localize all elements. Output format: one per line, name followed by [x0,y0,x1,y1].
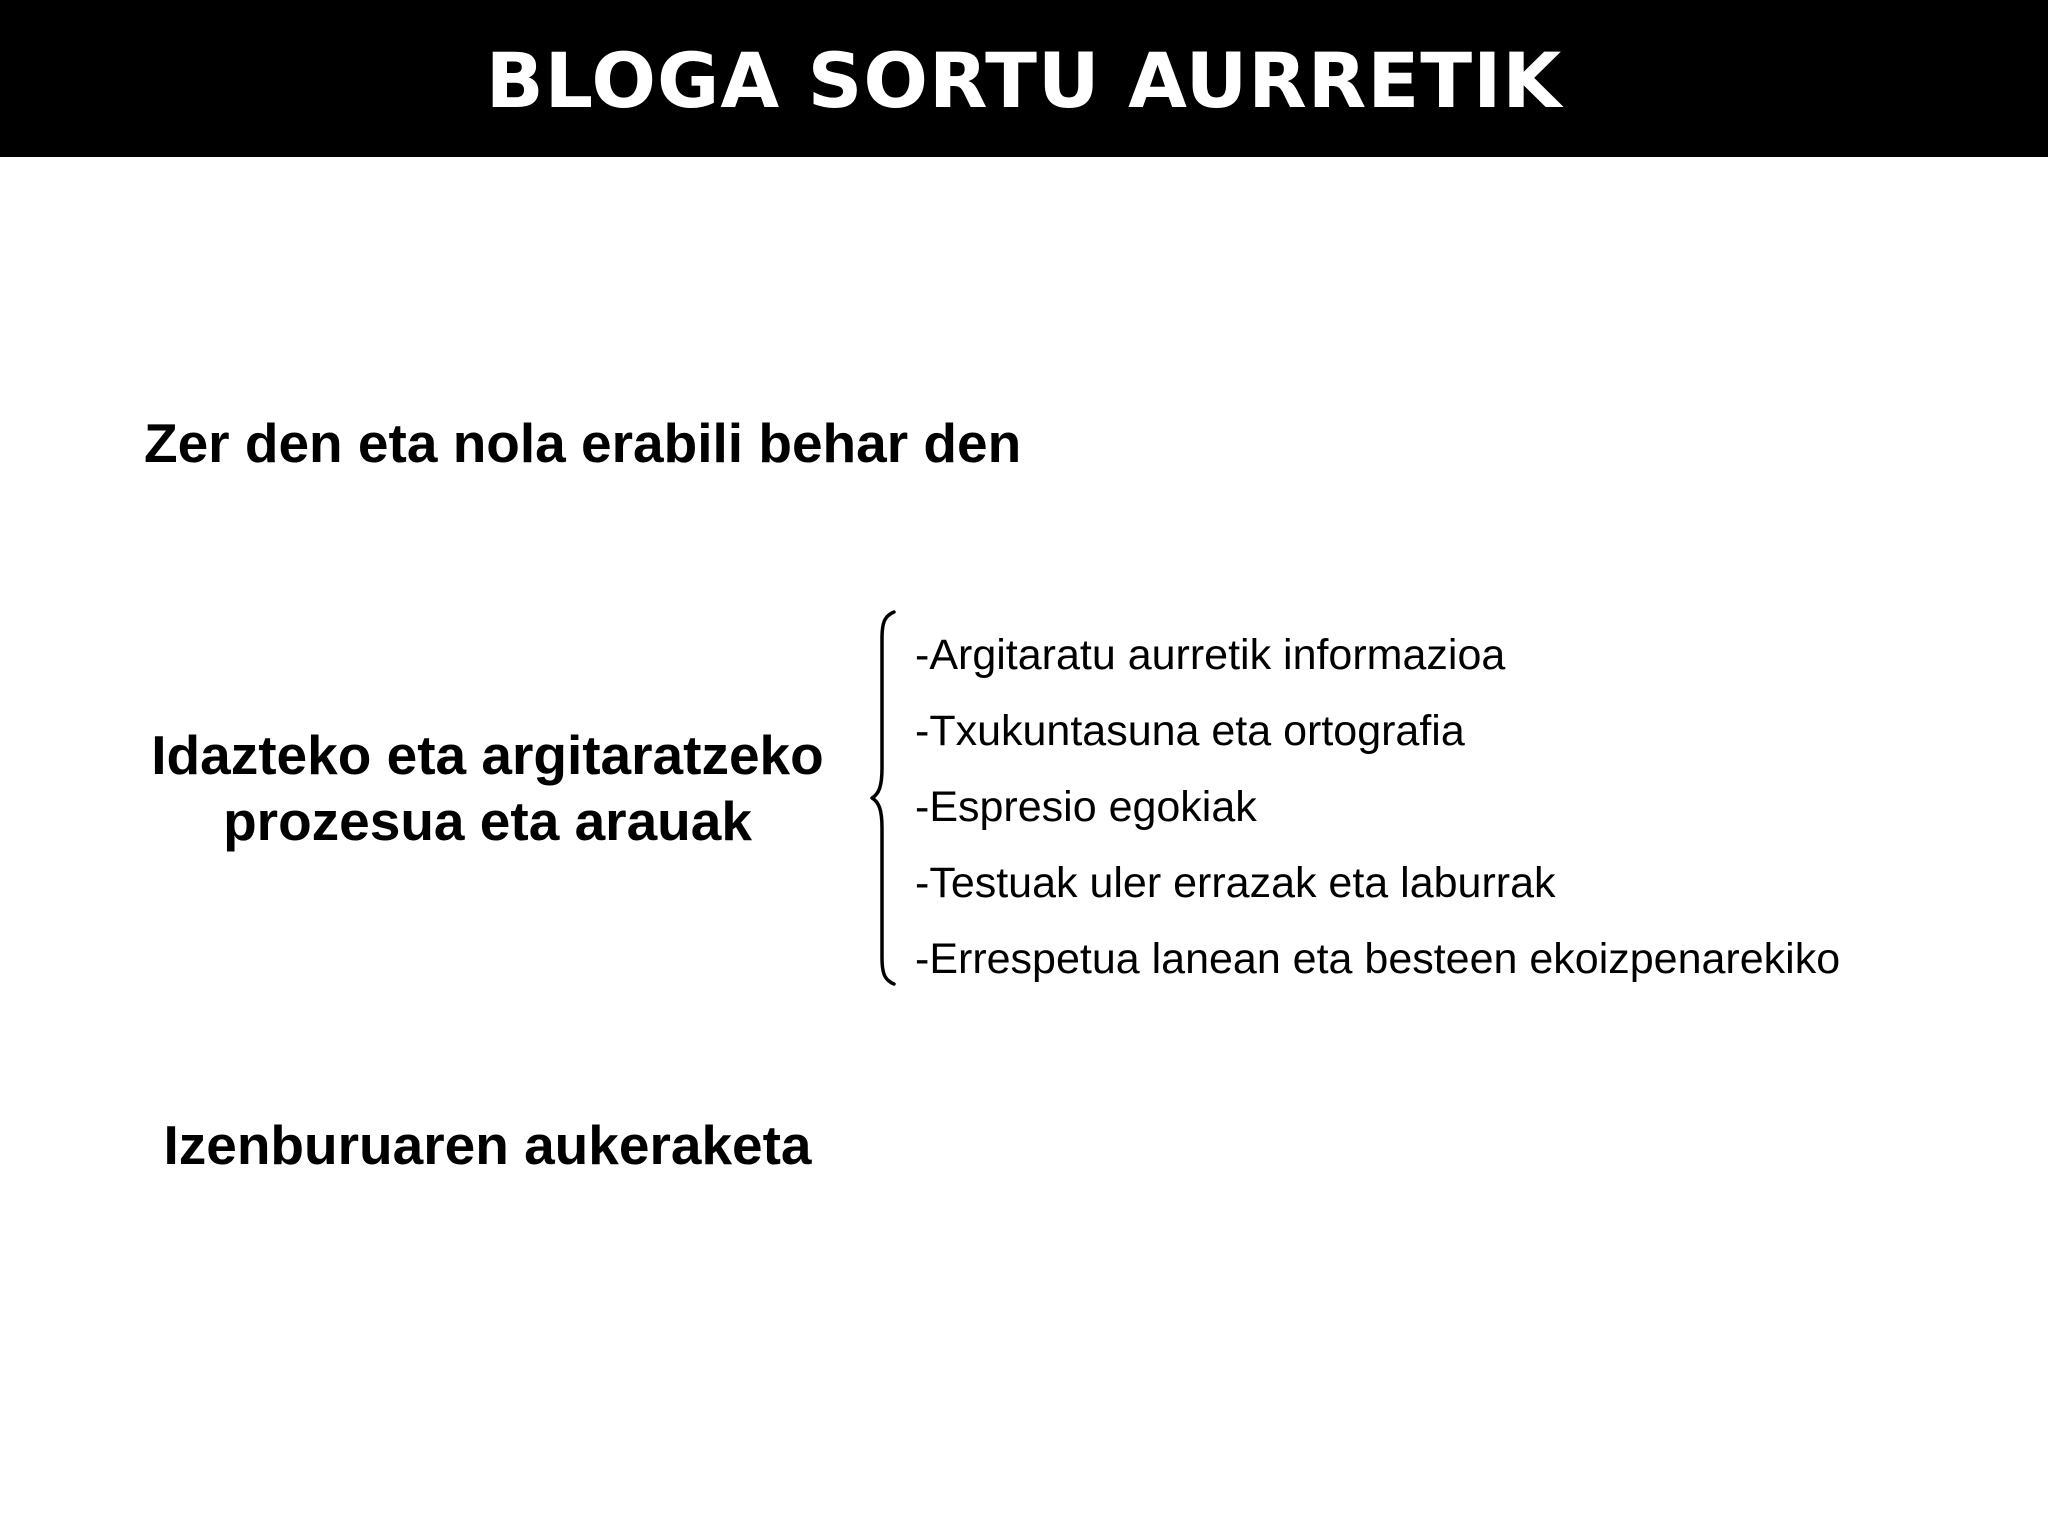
heading-writing-process-line2: prozesua eta arauak [223,790,752,852]
list-item: -Errespetua lanean eta besteen ekoizpenarekiko [915,935,1841,983]
heading-writing-process-line1: Idazteko eta argitaratzeko [151,724,824,786]
curly-brace [870,608,910,988]
list-item: -Espresio egokiak [915,783,1257,831]
rules-list [915,617,1840,997]
list-item: -Testuak uler errazak eta laburrak [915,859,1556,907]
heading-writing-process [130,722,845,854]
list-item: -Txukuntasuna eta ortografia [915,707,1465,755]
list-item: -Argitaratu aurretik informazioa [915,631,1506,679]
heading-title-choice: Izenburuaren aukeraketa [163,1114,812,1176]
slide-title: BLOGA SORTU AURRETIK [485,36,1563,125]
heading-what-is: Zer den eta nola erabili behar den [144,412,1022,474]
